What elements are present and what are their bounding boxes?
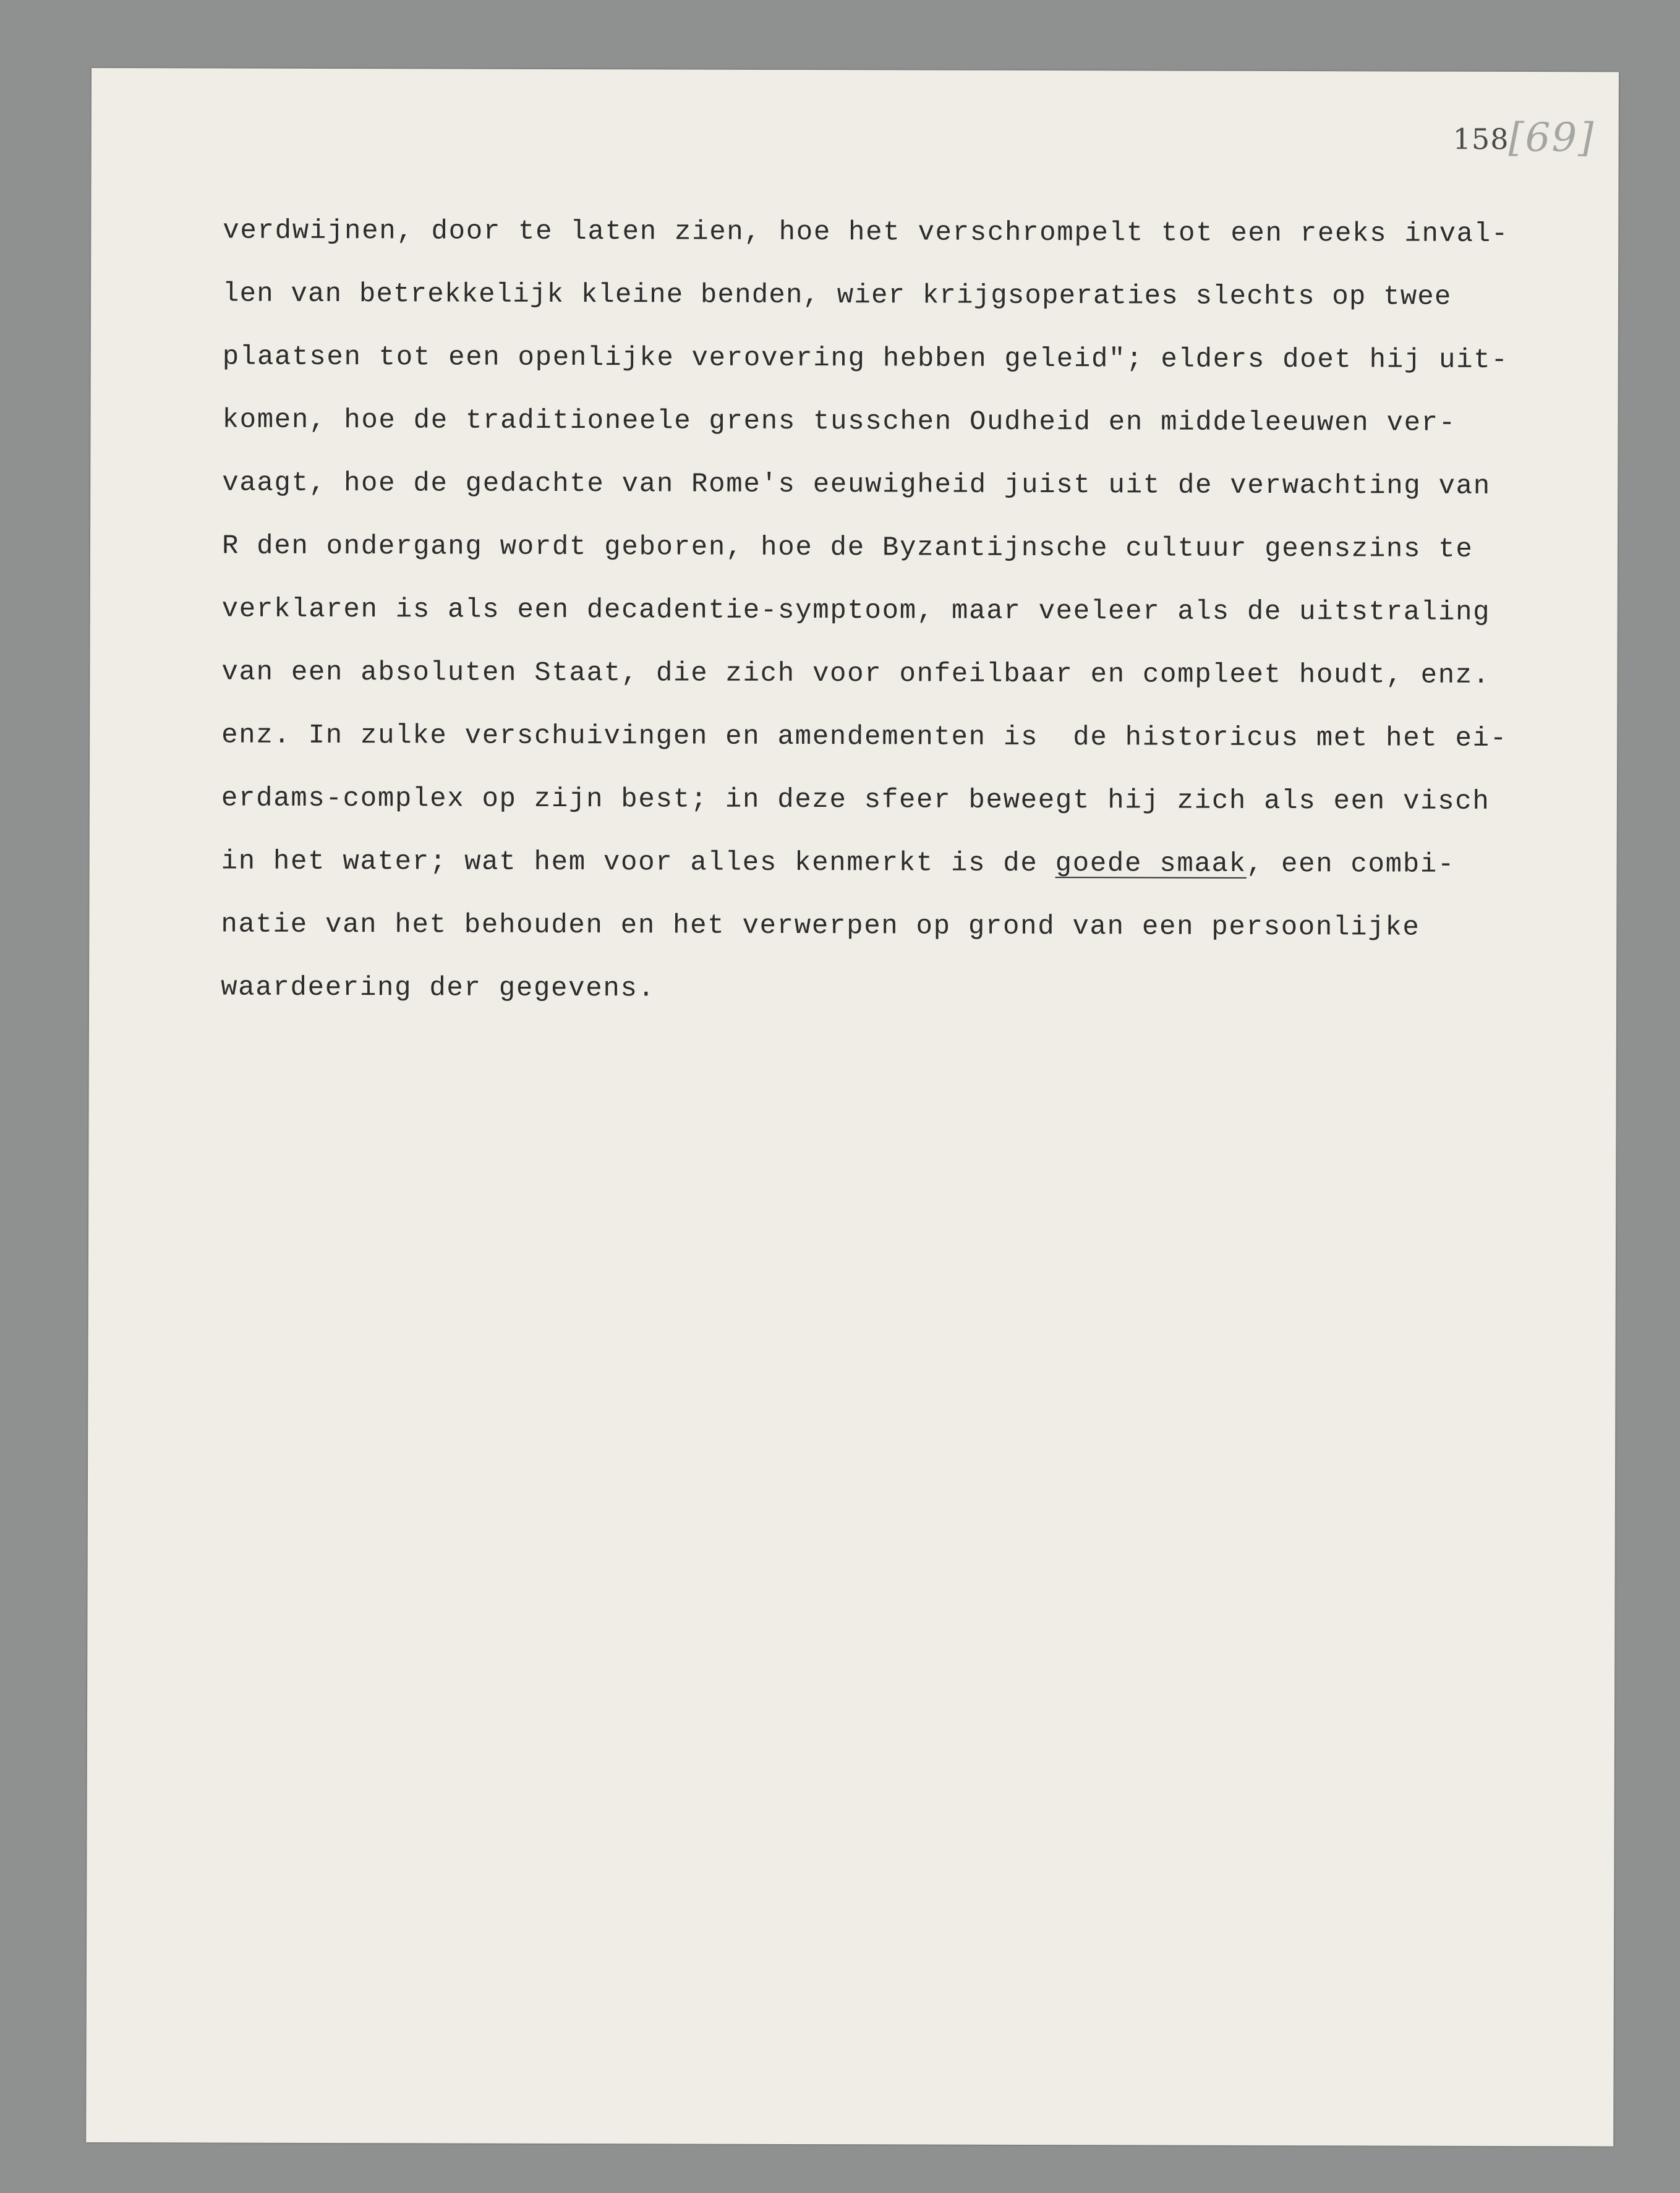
text-line-11 [221, 830, 1619, 897]
text-line-4: komen, hoe de traditioneele grens tusschen Oudheid en middeleeuwen ver- [222, 404, 1456, 439]
typewritten-page [86, 68, 1619, 2146]
text-line-12: natie van het behouden en het verwerpen op grond van een persoonlijke [221, 909, 1420, 943]
body-text [221, 200, 1620, 1023]
text-line-9: enz. In zulke verschuivingen en amendementen is de historicus met het ei- [221, 720, 1507, 754]
text-line-7: verklaren is als een decadentie-symptoom, maar veeleer als de uitstraling [221, 594, 1491, 628]
text-line-11-start: in het water; wat hem voor alles kenmerkt is de [221, 846, 1055, 880]
text-line-1: verdwijnen, door te laten zien, hoe het verschrompelt tot een reeks inval- [223, 215, 1509, 250]
text-line-3: plaatsen tot een openlijke verovering hebben geleid"; elders doet hij uit- [222, 341, 1509, 377]
text-line-8: van een absoluten Staat, die zich voor onfeilbaar en compleet houdt, enz. [221, 657, 1491, 691]
text-line-11-end: , een combi- [1246, 848, 1456, 880]
text-line-2: len van betrekkelijk kleine benden, wier krijgsoperaties slechts op twee [222, 278, 1452, 313]
text-line-5: vaagt, hoe de gedachte van Rome's eeuwigheid juist uit de verwachting van [222, 467, 1491, 502]
text-line-6: R den ondergang wordt geboren, hoe de Byzantijnsche cultuur geenszins te [221, 530, 1473, 565]
text-line-10: erdams-complex op zijn best; in deze sfeer beweegt hij zich als een visch [221, 783, 1490, 817]
underlined-phrase: goede smaak [1055, 848, 1247, 880]
page-number: 158 [1452, 122, 1509, 156]
archive-number: [69] [1508, 115, 1595, 161]
text-line-13: waardeering der gegevens. [221, 972, 655, 1005]
